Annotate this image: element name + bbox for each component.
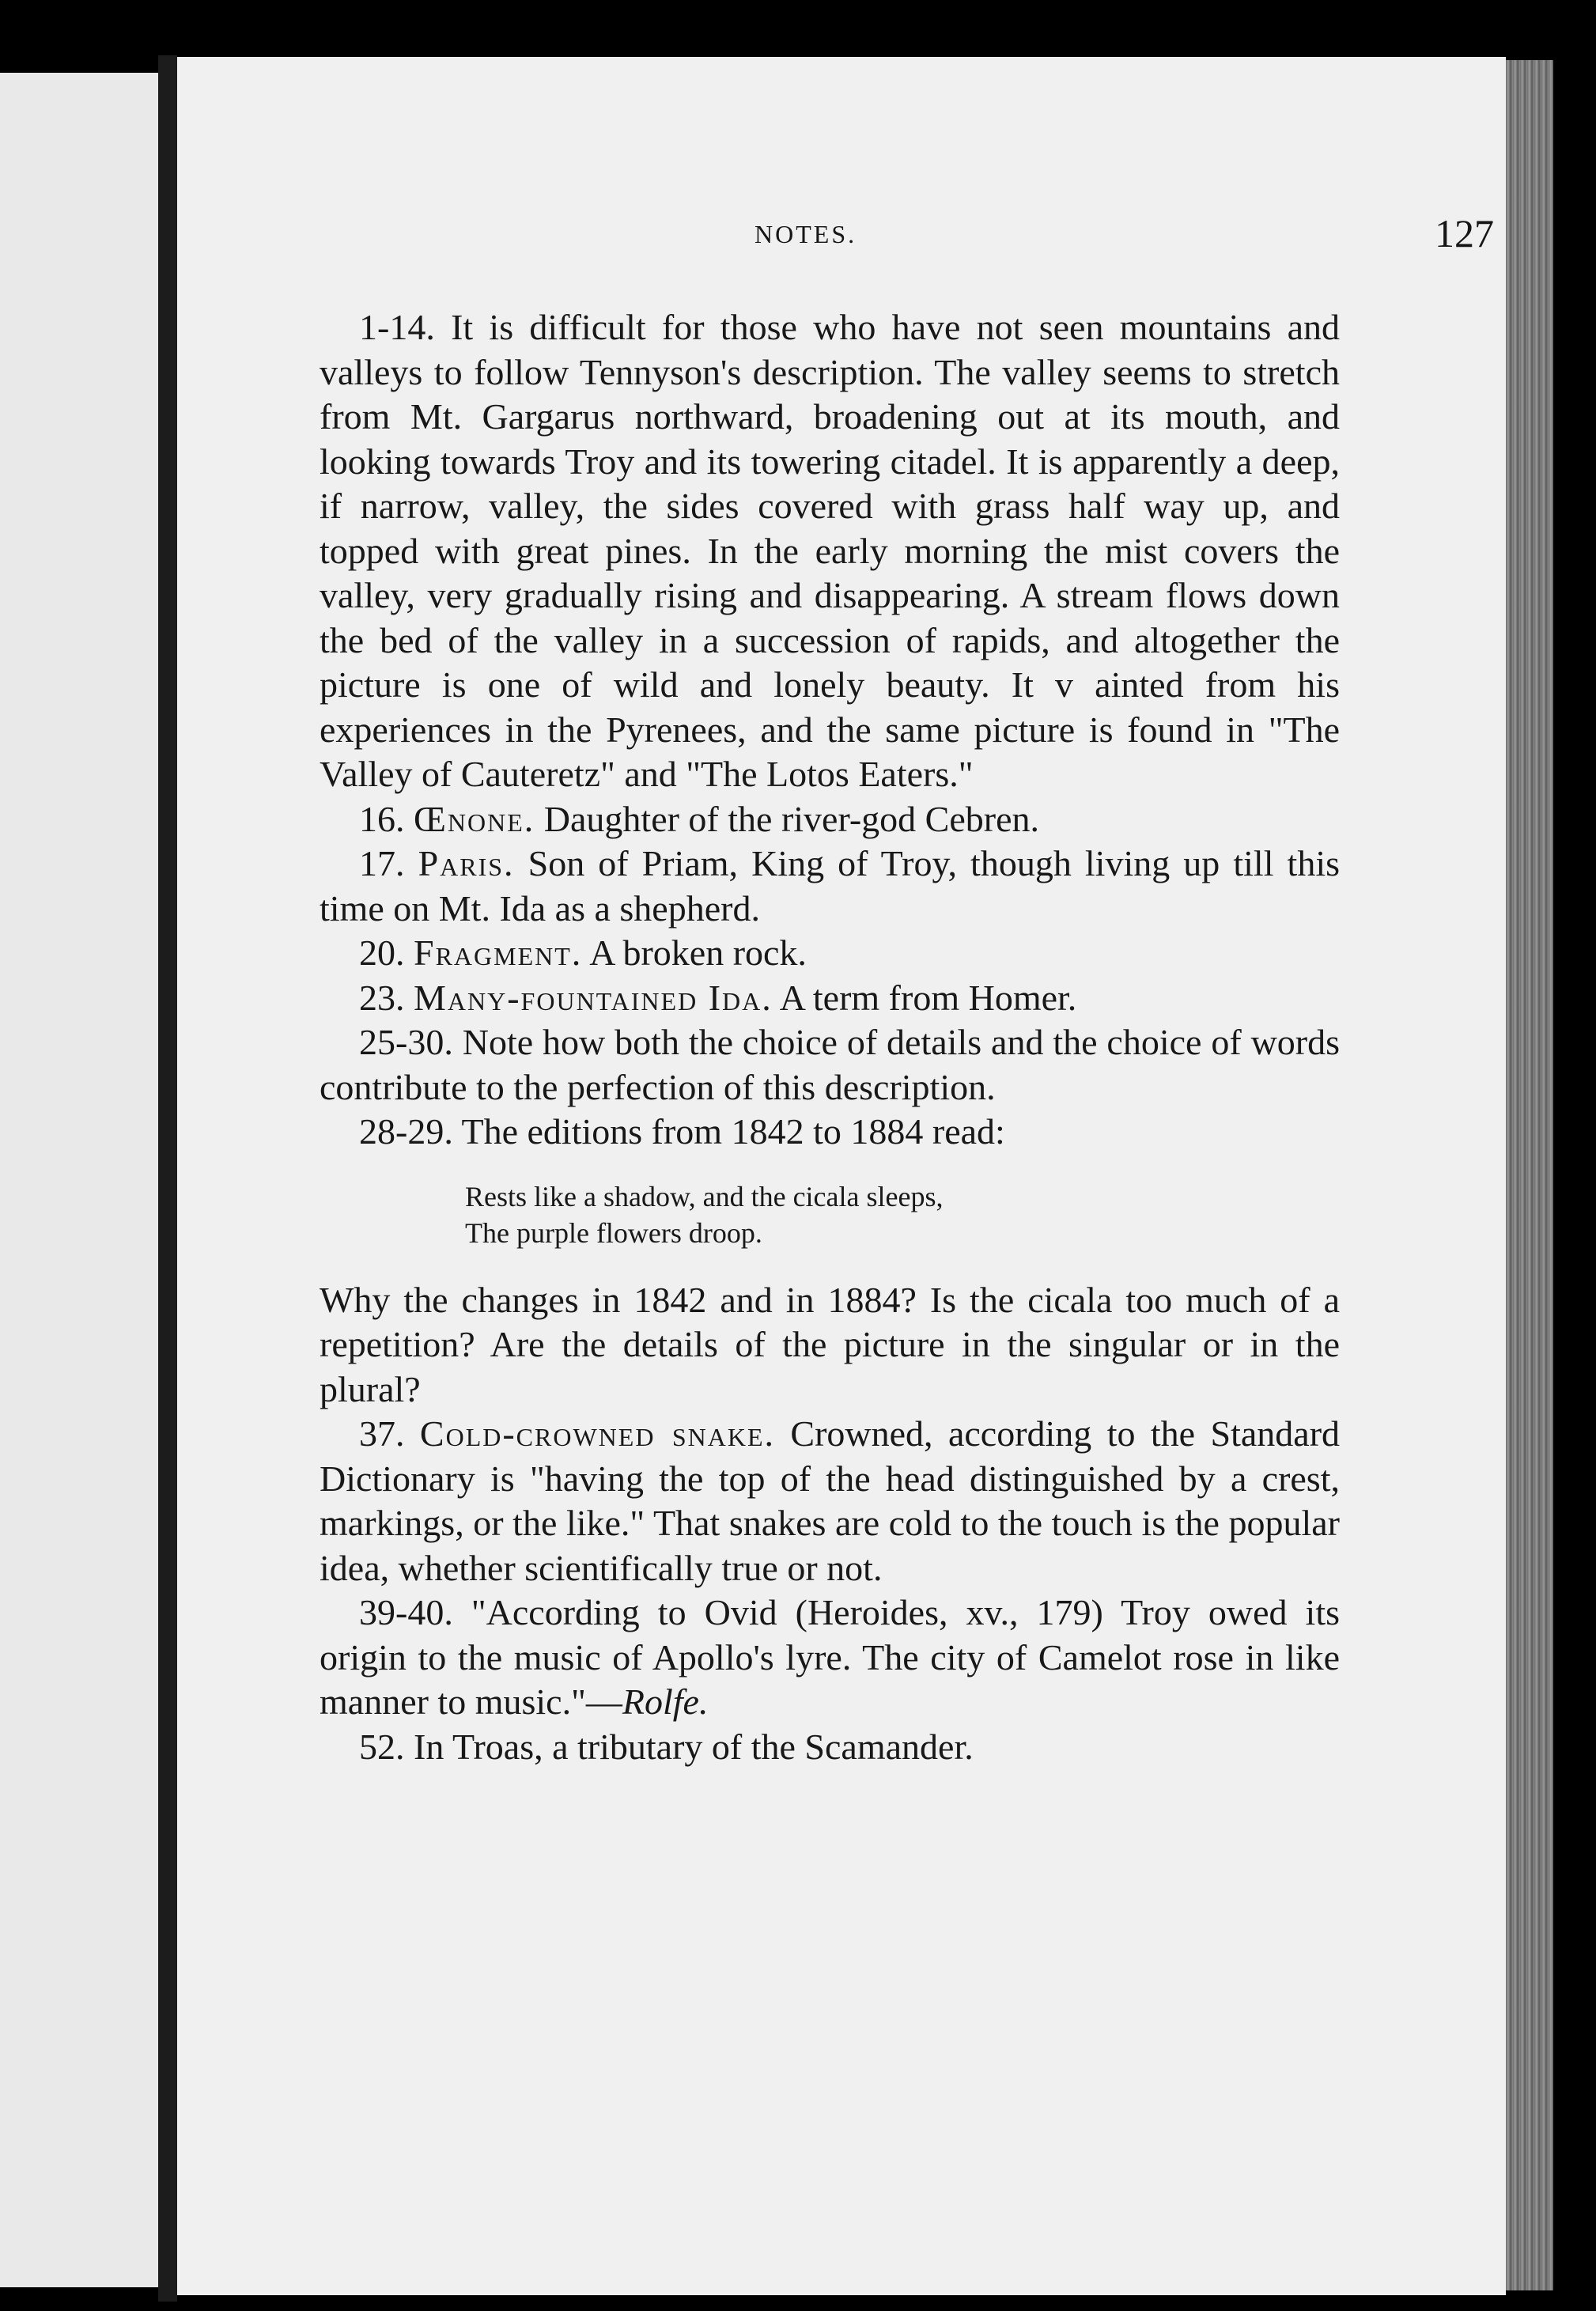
book-gutter <box>158 55 177 2302</box>
note-text: It is difficult for those who have not seen mountains and valleys to follow Tennyson's description. The valley seems to stretch from Mt. Gargarus northward, broadening out at its mouth, and looking towards Troy and its towering citadel. It is apparently a deep, if narrow, valley, the sides covered with grass half way up, and topped with great pines. In the early morning the mist covers the valley, very gradually rising and disappearing. A stream flows down the bed of the valley in a succession of rapids, and altogether the picture is one of wild and lonely beauty. It v ainted from his experiences in the Pyrenees, and the same picture is found in "The Valley of Cauteretz" and "The Lotos Eaters." <box>320 307 1340 794</box>
note-ref: 16. <box>359 798 405 839</box>
note-ref: 1-14. <box>359 307 435 347</box>
note-text: A broken rock. <box>589 932 807 973</box>
note-1-14 <box>320 305 1340 797</box>
note-text: The editions from 1842 to 1884 read: <box>461 1111 1005 1152</box>
note-ref: 52. <box>359 1726 405 1767</box>
note-attribution: Rolfe. <box>622 1681 709 1722</box>
verse-line: The purple flowers droop. <box>465 1216 762 1249</box>
note-term: Cold-crowned snake. <box>419 1413 776 1454</box>
note-ref: 25-30. <box>359 1022 453 1062</box>
note-term: Many-fountained Ida. <box>414 977 773 1018</box>
page-number: 127 <box>1435 211 1494 255</box>
notes-body <box>320 305 1340 1769</box>
note-term: Fragment. <box>414 932 583 973</box>
note-text: Crowned, according to the Standard Dictionary is "having the top of the head distinguished by a crest, markings, or the like." That snakes are cold to the touch is the popular idea, whether scientifically true or not. <box>320 1413 1341 1588</box>
note-39-40 <box>320 1590 1340 1725</box>
note-text: Note how both the choice of details and the choice of words contribute to the perfection of this description. <box>320 1022 1341 1107</box>
note-ref: 20. <box>359 932 405 973</box>
verse-quotation <box>465 1178 1340 1251</box>
note-ref: 39-40. <box>359 1592 453 1632</box>
note-text: Daughter of the river-god Cebren. <box>543 798 1040 839</box>
note-ref: 37. <box>359 1413 405 1454</box>
note-ref: 28-29. <box>359 1111 453 1152</box>
note-ref: 17. <box>359 843 405 883</box>
facing-page-edge <box>0 73 158 2287</box>
note-text: Son of Priam, King of Troy, though living up till this time on Mt. Ida as a shepherd. <box>320 843 1340 929</box>
note-16 <box>320 797 1340 842</box>
note-20 <box>320 931 1340 976</box>
note-37 <box>320 1412 1340 1590</box>
note-text: A term from Homer. <box>779 977 1077 1018</box>
note-term: Œnone. <box>414 798 535 839</box>
note-text: "According to Ovid (Heroides, xv., 179) Troy owed its origin to the music of Apollo's lyre. The city of Camelot rose in like manner to music."— <box>320 1592 1341 1722</box>
note-52 <box>320 1725 1340 1770</box>
note-text: In Troas, a tributary of the Scamander. <box>414 1726 974 1767</box>
note-28-29 <box>320 1110 1340 1155</box>
quotation-commentary: Why the changes in 1842 and in 1884? Is the cicala too much of a repetition? Are the details of the picture in the singular or in the plural? <box>320 1279 1340 1409</box>
running-title: NOTES. <box>755 220 857 248</box>
verse-line: Rests like a shadow, and the cicala sleeps, <box>465 1180 944 1212</box>
note-17 <box>320 842 1340 931</box>
note-23 <box>320 976 1340 1021</box>
running-head <box>177 210 1506 258</box>
note-ref: 23. <box>359 977 405 1018</box>
note-term: Paris. <box>418 843 515 883</box>
page-stack-edge <box>1506 60 1553 2290</box>
note-25-30 <box>320 1020 1340 1110</box>
